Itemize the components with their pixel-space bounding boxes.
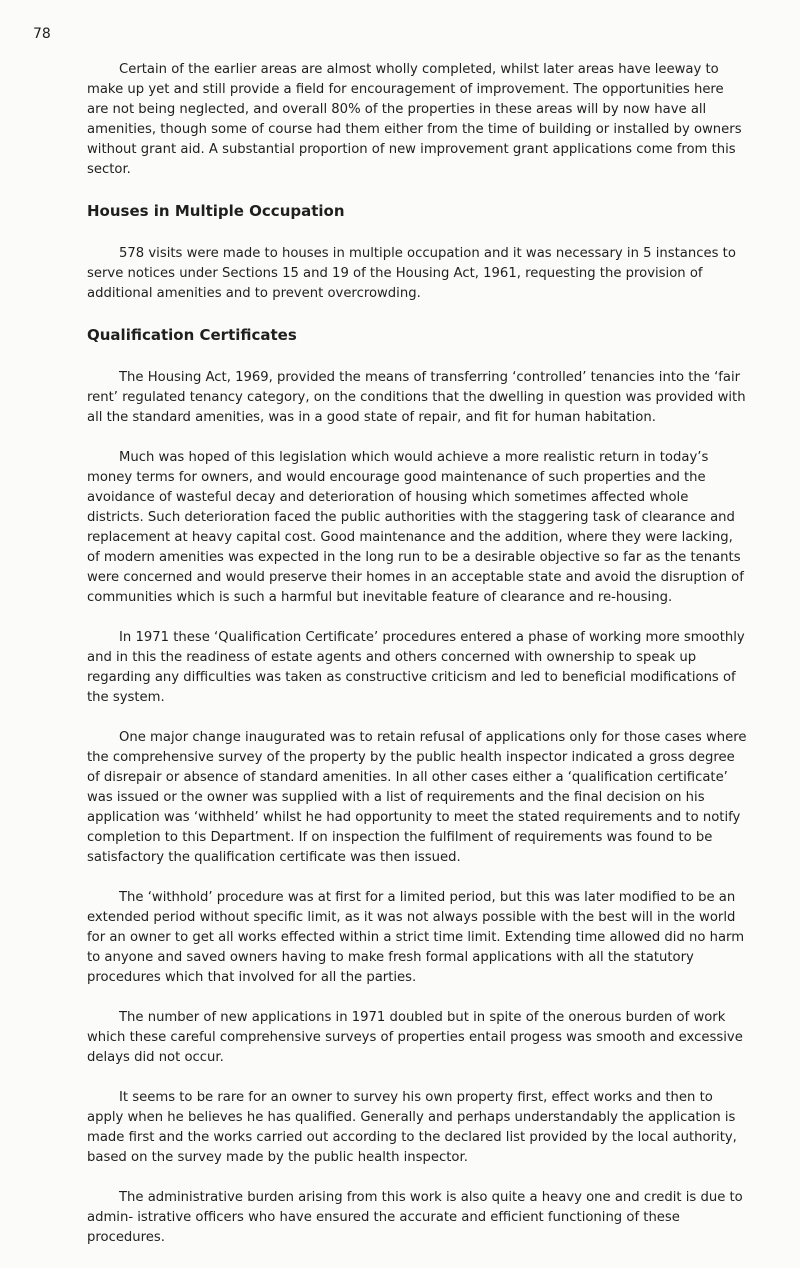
paragraph-new-applications: The number of new applications in 1971 doubled but in spite of the onerous burden of work which these careful comprehensive surveys of properties entail progess was smooth and excessive delays did not occur. [87,1010,743,1065]
paragraph-legislation-hopes: Much was hoped of this legislation which would achieve a more realistic return in today’s money terms for owners, and would encourage good maintenance of such properties and the avoidance of wasteful decay and deterioration of housing which sometimes affected whole districts. Such deterioration faced the public authorities with the staggering task of clearance and replacement at heavy capital cost. Good maintenance and the addition, where they were lacking, of modern amenities was expected in the long run to be a desirable objective so far as the tenants were concerned and would preserve their homes in an acceptable state and avoid the disruption of communities which is such a harmful but inevitable feature of clearance and re-housing. [87,450,744,605]
heading-houses-multiple-occupation: Houses in Multiple Occupation [87,202,345,220]
paragraph-major-change: One major change inaugurated was to retain refusal of applications only for those cases where the comprehensive survey of the property by the public health inspector indicated a gross degree of disrepair or absence of standard amenities. In all other cases either a ‘qualification certificate’ was issued or the owner was supplied with a list of requirements and the final decision on his application was ‘withheld’ whilst he had opportunity to meet the stated requirements and to notify completion to this Department. If on inspection the fulfilment of requirements was found to be satisfactory the qualification certificate was then issued. [87,730,747,865]
paragraph-1971-procedures: In 1971 these ‘Qualification Certificate’ procedures entered a phase of working more smoothly and in this the readiness of estate agents and others concerned with ownership to speak up regarding any difficulties was taken as constructive criticism and led to beneficial modifications of the system. [87,630,745,705]
heading-qualification-certificates: Qualification Certificates [87,326,297,344]
paragraph-owner-survey: It seems to be rare for an owner to survey his own property first, effect works and then to apply when he believes he has qualified. Generally and perhaps understandably the application is made first and the works carried out according to the declared list provided by the local authority, based on the survey made by the public health inspector. [87,1090,737,1165]
document-body [87,60,747,1268]
page-number: 78 [33,26,51,42]
paragraph-housing-act-1969: The Housing Act, 1969, provided the means of transferring ‘controlled’ tenancies into the ‘fair rent’ regulated tenancy category, on the conditions that the dwelling in question was provided with all the standard amenities, was in a good state of repair, and fit for human habitation. [87,370,746,425]
paragraph-multiple-occupation-visits: 578 visits were made to houses in multiple occupation and it was necessary in 5 instances to serve notices under Sections 15 and 19 of the Housing Act, 1961, requesting the provision of additional amenities and to prevent overcrowding. [87,246,736,301]
paragraph-administrative-burden: The administrative burden arising from this work is also quite a heavy one and credit is due to admin- istrative officers who have ensured the accurate and efficient functioning of these procedures. [87,1190,743,1245]
paragraph-withhold-procedure: The ‘withhold’ procedure was at first for a limited period, but this was later modified to be an extended period without specific limit, as it was not always possible with the best will in the world for an owner to get all works effected within a strict time limit. Extending time allowed did no harm to anyone and saved owners having to make fresh formal applications with all the statutory procedures which that involved for all the parties. [87,890,745,985]
paragraph-earlier-areas: Certain of the earlier areas are almost wholly completed, whilst later areas have leeway to make up yet and still provide a field for encouragement of improvement. The opportunities here are not being neglected, and overall 80% of the properties in these areas will by now have all amenities, though some of course had them either from the time of building or installed by owners without grant aid. A substantial proportion of new improvement grant applications come from this sector. [87,62,742,177]
